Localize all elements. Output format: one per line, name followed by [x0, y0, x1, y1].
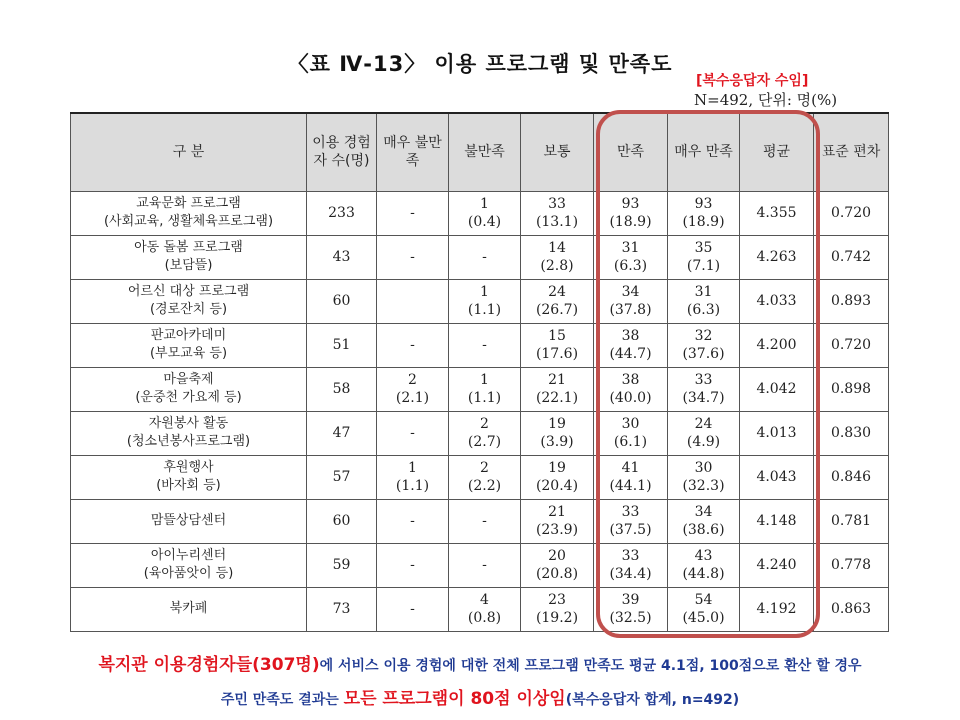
very-dissatisfied-cell [377, 191, 449, 235]
std-dev-cell: 0.846 [814, 455, 889, 499]
percent-value: (38.6) [682, 522, 725, 538]
neutral-cell [521, 323, 594, 367]
very-dissatisfied-cell [377, 455, 449, 499]
percent-value: (7.1) [686, 258, 721, 274]
dissatisfied-cell [449, 235, 521, 279]
program-detail: (운중천 가요제 등) [135, 390, 242, 405]
count-value: 35 [694, 240, 713, 256]
dissatisfied-cell [449, 323, 521, 367]
count-value: 41 [621, 460, 640, 476]
percent-value: (26.7) [535, 302, 579, 318]
program-name-cell [71, 455, 307, 499]
std-dev-cell: 0.720 [814, 323, 889, 367]
program-detail: (청소년봉사프로그램) [126, 434, 251, 449]
percent-value: (44.8) [682, 566, 725, 582]
program-name: 판교아카데미 [150, 328, 227, 343]
dissatisfied-cell [449, 499, 521, 543]
count-value: 1 [408, 460, 417, 476]
mean-cell: 4.148 [740, 499, 814, 543]
header-satisfied: 만족 [594, 113, 668, 191]
count-value: 2 [408, 372, 417, 388]
count-value: 38 [621, 372, 640, 388]
count-value: 43 [694, 548, 713, 564]
percent-value: (37.8) [609, 302, 652, 318]
dissatisfied-cell [449, 587, 521, 631]
very-dissatisfied-cell [377, 587, 449, 631]
mean-cell: 4.043 [740, 455, 814, 499]
users-cell: 60 [307, 499, 377, 543]
program-name-cell [71, 367, 307, 411]
count-value: 1 [480, 372, 489, 388]
count-value: 21 [548, 372, 566, 388]
percent-value: (6.3) [686, 302, 721, 318]
percent-value: (34.4) [609, 566, 652, 582]
neutral-cell [521, 279, 594, 323]
program-name: 마을축제 [163, 372, 214, 387]
mean-cell: 4.240 [740, 543, 814, 587]
count-value: 33 [548, 196, 566, 212]
program-name-cell [71, 499, 307, 543]
count-value: 93 [694, 196, 713, 212]
footer-text-2b: (복수응답자 합계, n=492) [565, 692, 740, 708]
footer-text-1: 에 서비스 이용 경험에 대한 전체 프로그램 만족도 평균 4.1점, 100점으로 환산 할 경우 [319, 658, 862, 674]
count-value: 31 [621, 240, 640, 256]
neutral-cell [521, 499, 594, 543]
std-dev-cell: 0.863 [814, 587, 889, 631]
percent-value: (2.8) [540, 258, 574, 274]
count-value: - [410, 205, 415, 221]
highlight-box [596, 110, 820, 638]
mean-cell: 4.200 [740, 323, 814, 367]
percent-value: (18.9) [682, 214, 725, 230]
users-cell: 57 [307, 455, 377, 499]
header-dissatisfied: 불만족 [449, 113, 521, 191]
percent-value: (23.9) [535, 522, 579, 538]
count-value: 2 [480, 460, 489, 476]
percent-value: (19.2) [535, 610, 579, 626]
users-cell: 51 [307, 323, 377, 367]
neutral-cell [521, 543, 594, 587]
percent-value: (6.1) [613, 434, 648, 450]
percent-value: (1.1) [467, 302, 502, 318]
count-value: 54 [694, 592, 713, 608]
count-value: 32 [694, 328, 713, 344]
dissatisfied-cell [449, 455, 521, 499]
percent-value: (40.0) [609, 390, 652, 406]
count-value: 23 [548, 592, 566, 608]
percent-value: (2.7) [467, 434, 502, 450]
header-very-dissatisfied: 매우 불만족 [377, 113, 449, 191]
percent-value: (37.5) [609, 522, 652, 538]
header-very-satisfied: 매우 만족 [668, 113, 740, 191]
program-detail: (부모교육 등) [149, 346, 228, 361]
count-value: - [482, 557, 487, 573]
count-value: 33 [621, 504, 640, 520]
very-dissatisfied-cell [377, 323, 449, 367]
count-value: 1 [480, 196, 489, 212]
very-dissatisfied-cell [377, 411, 449, 455]
count-value: 38 [621, 328, 640, 344]
users-cell: 58 [307, 367, 377, 411]
neutral-cell [521, 587, 594, 631]
neutral-cell [521, 367, 594, 411]
very-dissatisfied-cell [377, 543, 449, 587]
mean-cell: 4.355 [740, 191, 814, 235]
count-value: - [482, 337, 487, 353]
program-name-cell [71, 191, 307, 235]
percent-value: (32.3) [682, 478, 725, 494]
program-name: 아동 돌봄 프로그램 [134, 240, 243, 255]
header-mean: 평균 [740, 113, 814, 191]
users-cell: 43 [307, 235, 377, 279]
std-dev-cell: 0.830 [814, 411, 889, 455]
count-value: - [410, 513, 415, 529]
users-cell: 59 [307, 543, 377, 587]
footer-line-1 [0, 650, 960, 675]
program-name-cell [71, 235, 307, 279]
program-name: 아이누리센터 [150, 548, 227, 563]
count-value: - [482, 249, 487, 265]
count-value: - [410, 601, 415, 617]
count-value: 19 [548, 460, 566, 476]
percent-value: (18.9) [609, 214, 652, 230]
program-name-cell [71, 543, 307, 587]
program-detail: (육아품앗이 등) [143, 566, 234, 581]
count-value: 30 [694, 460, 713, 476]
neutral-cell [521, 455, 594, 499]
count-value: - [410, 249, 415, 265]
count-value: 31 [694, 284, 713, 300]
program-detail: (사회교육, 생활체육프로그램) [103, 214, 274, 229]
percent-value: (2.1) [395, 390, 430, 406]
count-value: 30 [621, 416, 640, 432]
count-value: 24 [694, 416, 713, 432]
percent-value: (20.8) [535, 566, 579, 582]
very-dissatisfied-cell [377, 235, 449, 279]
program-detail: (경로잔치 등) [149, 302, 228, 317]
percent-value: (0.4) [467, 214, 502, 230]
std-dev-cell: 0.898 [814, 367, 889, 411]
count-value: 2 [480, 416, 489, 432]
count-value: 34 [621, 284, 640, 300]
program-detail: (바자회 등) [156, 478, 221, 493]
neutral-cell [521, 235, 594, 279]
percent-value: (45.0) [682, 610, 725, 626]
dissatisfied-cell [449, 411, 521, 455]
percent-value: (20.4) [535, 478, 579, 494]
count-value: 93 [621, 196, 640, 212]
mean-cell: 4.033 [740, 279, 814, 323]
dissatisfied-cell [449, 191, 521, 235]
std-dev-cell: 0.720 [814, 191, 889, 235]
program-name: 후원행사 [163, 460, 214, 475]
program-name: 맘뜰상담센터 [150, 513, 227, 528]
footer-line-2 [0, 684, 960, 709]
percent-value: (37.6) [682, 346, 725, 362]
count-value: 34 [694, 504, 713, 520]
count-value: - [482, 513, 487, 529]
program-name-cell [71, 323, 307, 367]
std-dev-cell: 0.778 [814, 543, 889, 587]
percent-value: (32.5) [609, 610, 652, 626]
count-value: 19 [548, 416, 566, 432]
header-category: 구 분 [71, 113, 307, 191]
mean-cell: 4.042 [740, 367, 814, 411]
header-std-dev: 표준 편차 [814, 113, 889, 191]
std-dev-cell: 0.893 [814, 279, 889, 323]
users-cell: 73 [307, 587, 377, 631]
header-users: 이용 경험자 수(명) [307, 113, 377, 191]
percent-value: (13.1) [535, 214, 579, 230]
count-value: - [410, 425, 415, 441]
percent-value: (1.1) [395, 478, 430, 494]
count-value: 20 [548, 548, 566, 564]
program-name: 자원봉사 활동 [148, 416, 229, 431]
percent-value: (0.8) [467, 610, 502, 626]
program-name: 북카페 [169, 601, 208, 616]
percent-value: (3.9) [540, 434, 574, 450]
very-dissatisfied-cell [377, 279, 449, 323]
std-dev-cell: 0.781 [814, 499, 889, 543]
percent-value: (2.2) [467, 478, 502, 494]
neutral-cell [521, 191, 594, 235]
multi-response-note: [복수응답자 수임] [696, 73, 809, 89]
footer-highlight-1: 복지관 이용경험자들(307명) [98, 655, 320, 675]
footer-highlight-2: 모든 프로그램이 80점 이상임 [343, 689, 566, 709]
percent-value: (44.7) [609, 346, 652, 362]
program-name: 교육문화 프로그램 [136, 196, 241, 211]
program-detail: (보담뜰) [164, 258, 213, 273]
percent-value: (1.1) [467, 390, 502, 406]
count-value: 33 [621, 548, 640, 564]
count-value: 14 [548, 240, 566, 256]
footer-text-2a: 주민 만족도 결과는 [220, 692, 344, 708]
mean-cell: 4.013 [740, 411, 814, 455]
count-value: 21 [548, 504, 566, 520]
count-value: 15 [548, 328, 566, 344]
dissatisfied-cell [449, 367, 521, 411]
dissatisfied-cell [449, 279, 521, 323]
percent-value: (34.7) [682, 390, 725, 406]
dissatisfied-cell [449, 543, 521, 587]
unit-note: N=492, 단위: 명(%) [694, 91, 838, 109]
program-name-cell [71, 279, 307, 323]
count-value: 4 [480, 592, 489, 608]
very-dissatisfied-cell [377, 367, 449, 411]
count-value: 39 [621, 592, 640, 608]
percent-value: (4.9) [686, 434, 721, 450]
percent-value: (17.6) [535, 346, 579, 362]
count-value: 24 [548, 284, 566, 300]
count-value: - [410, 337, 415, 353]
table-title: 〈표 Ⅳ-13〉 이용 프로그램 및 만족도 [287, 52, 673, 76]
users-cell: 233 [307, 191, 377, 235]
mean-cell: 4.263 [740, 235, 814, 279]
mean-cell: 4.192 [740, 587, 814, 631]
header-neutral: 보통 [521, 113, 594, 191]
count-value: - [410, 557, 415, 573]
program-name-cell [71, 587, 307, 631]
percent-value: (22.1) [535, 390, 579, 406]
users-cell: 47 [307, 411, 377, 455]
percent-value: (6.3) [613, 258, 648, 274]
program-name: 어르신 대상 프로그램 [127, 284, 250, 299]
neutral-cell [521, 411, 594, 455]
count-value: 33 [694, 372, 713, 388]
very-dissatisfied-cell [377, 499, 449, 543]
users-cell: 60 [307, 279, 377, 323]
count-value: 1 [480, 284, 489, 300]
std-dev-cell: 0.742 [814, 235, 889, 279]
program-name-cell [71, 411, 307, 455]
percent-value: (44.1) [609, 478, 652, 494]
